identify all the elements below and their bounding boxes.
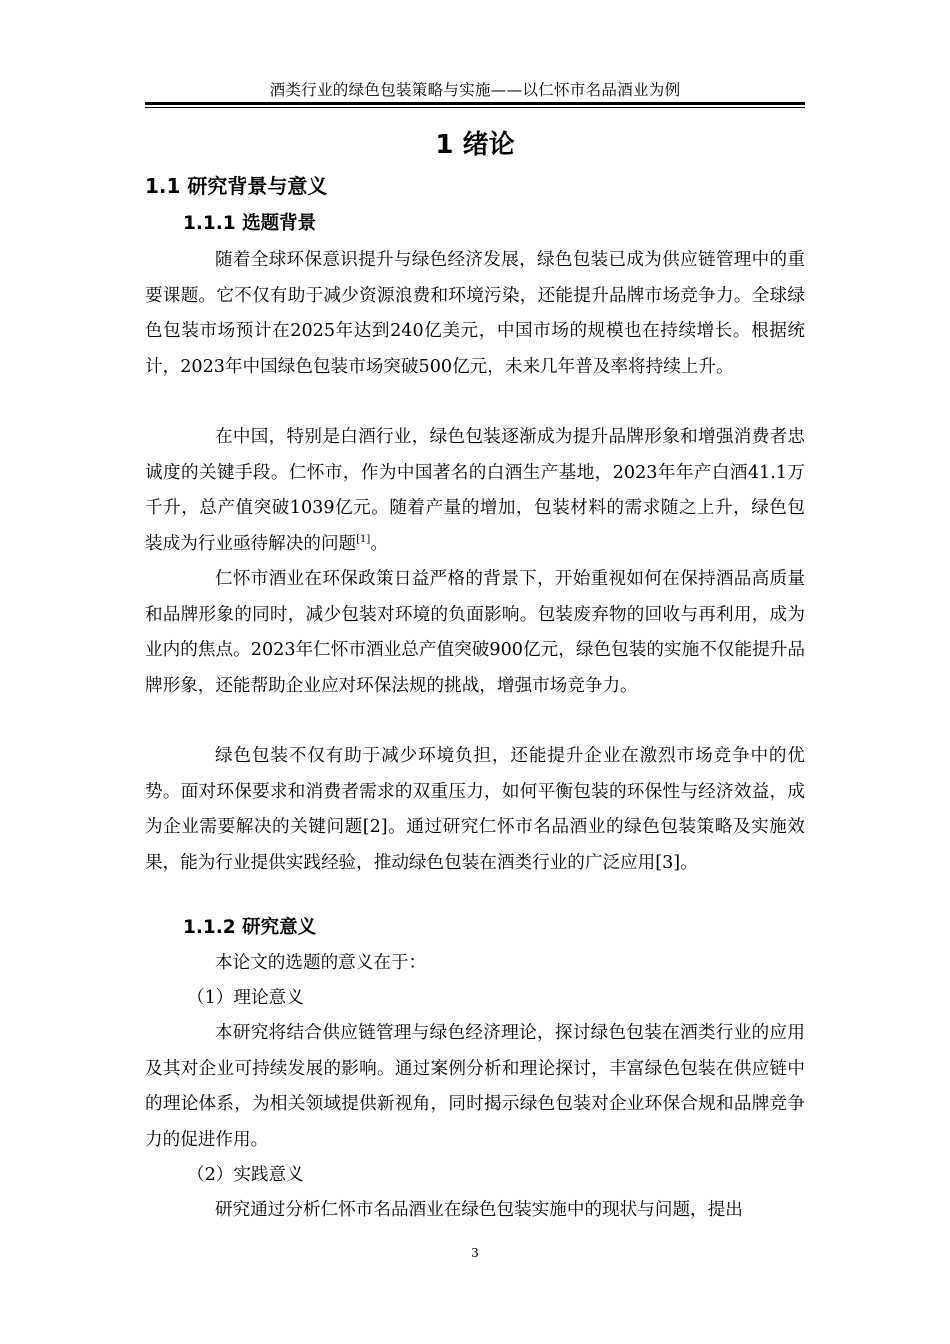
citation-1: [1] (356, 533, 371, 545)
running-header: 酒类行业的绿色包装策略与实施——以仁怀市名品酒业为例 (269, 81, 681, 99)
paragraph-background-2-text: 在中国，特别是白酒行业，绿色包装逐渐成为提升品牌形象和增强消费者忠诚度的关键手段。仁怀市，作为中国著名的白酒生产基地，2023年年产白酒41.1万千升，总产值突破1039亿元。随着产量的增加，包装材料的需求随之上升，绿色包装成为行业亟待解决的问题 (145, 427, 805, 554)
paragraph-background-1: 随着全球环保意识提升与绿色经济发展，绿色包装已成为供应链管理中的重要课题。它不仅有助于减少资源浪费和环境污染，还能提升品牌市场竞争力。全球绿色包装市场预计在2025年达到240亿美元，中国市场的规模也在持续增长。根据统计，2023年中国绿色包装市场突破500亿元，未来几年普及率将持续上升。 (145, 250, 805, 377)
paragraph-background-2 (145, 420, 805, 562)
theory-significance-paragraph: 本研究将结合供应链管理与绿色经济理论，探讨绿色包装在酒类行业的应用及其对企业可持续发展的影响。通过案例分析和理论探讨，丰富绿色包装在供应链中的理论体系，为相关领域提供新视角，同时揭示绿色包装对企业环保合规和品牌竞争力的促进作用。 (145, 1023, 805, 1150)
section-heading-1-1-1: 1.1.1 选题背景 (183, 213, 317, 234)
section-heading-1-1: 1.1 研究背景与意义 (145, 174, 328, 198)
theory-significance-label: （1）理论意义 (187, 988, 304, 1008)
section-heading-1-1-2: 1.1.2 研究意义 (183, 917, 317, 938)
page-number: 3 (471, 1246, 479, 1260)
paragraph-background-3: 仁怀市酒业在环保政策日益严格的背景下，开始重视如何在保持酒品高质量和品牌形象的同时，减少包装对环境的负面影响。包装废弃物的回收与再利用，成为业内的焦点。2023年仁怀市酒业总产值突破900亿元，绿色包装的实施不仅能提升品牌形象，还能帮助企业应对环保法规的挑战，增强市场竞争力。 (145, 569, 805, 696)
significance-intro: 本论文的选题的意义在于： (215, 953, 427, 973)
practice-significance-label: （2）实践意义 (187, 1165, 304, 1185)
header-rule-thin (145, 107, 805, 108)
header-rule-thick (145, 102, 805, 105)
paragraph-background-2-end: 。 (370, 533, 388, 554)
paragraph-background-4: 绿色包装不仅有助于减少环境负担，还能提升企业在激烈市场竞争中的优势。面对环保要求和消费者需求的双重压力，如何平衡包装的环保性与经济效益，成为企业需要解决的关键问题[2]。通过研究仁怀市名品酒业的绿色包装策略及实施效果，能为行业提供实践经验，推动绿色包装在酒类行业的广泛应用[3]。 (145, 746, 805, 873)
practice-significance-paragraph: 研究通过分析仁怀市名品酒业在绿色包装实施中的现状与问题，提出 (215, 1200, 743, 1220)
chapter-title: 1 绪论 (435, 130, 515, 160)
